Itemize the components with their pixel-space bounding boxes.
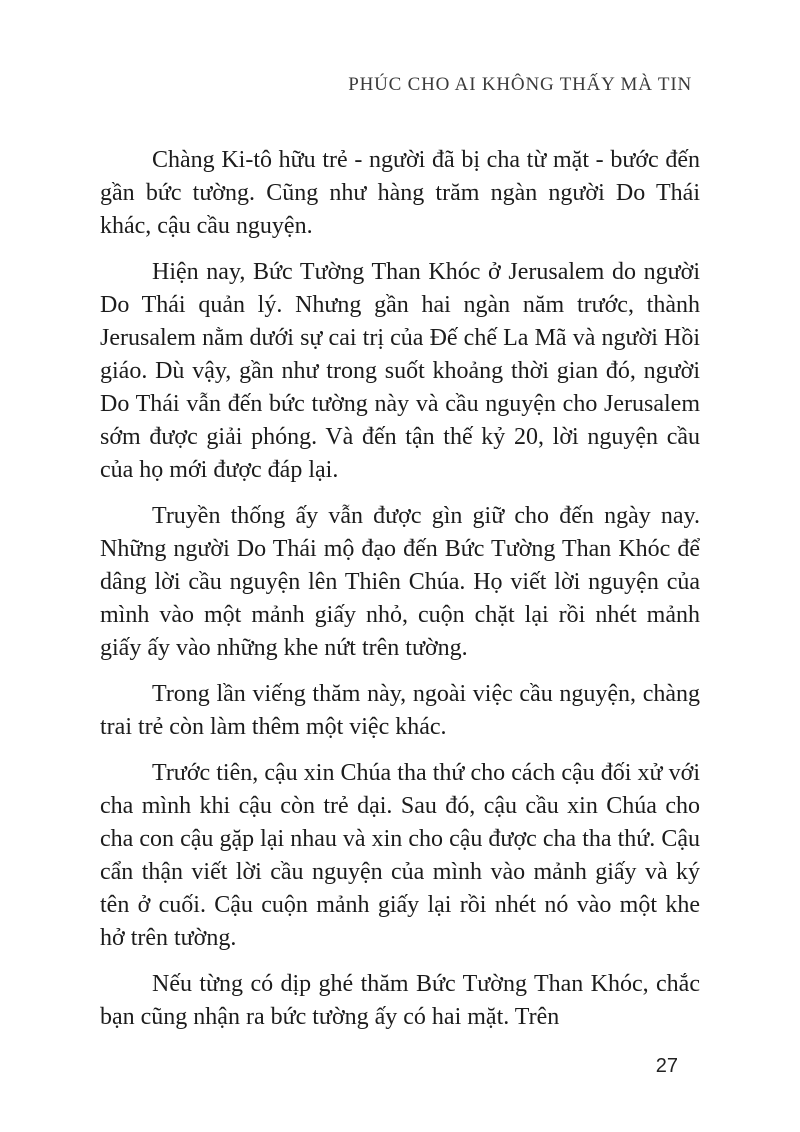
paragraph: Trong lần viếng thăm này, ngoài việc cầu nguyện, chàng trai trẻ còn làm thêm một việc khác. [100, 681, 700, 740]
paragraph: Hiện nay, Bức Tường Than Khóc ở Jerusalem do người Do Thái quản lý. Nhưng gần hai ngàn năm trước, thành Jerusalem nằm dưới sự cai trị của Đế chế La Mã và người Hồi giáo. Dù vậy, gần như trong suốt khoảng thời gian đó, người Do Thái vẫn đến bức tường này và cầu nguyện cho Jerusalem sớm được giải phóng. Và đến tận thế kỷ 20, lời nguyện cầu của họ mới được đáp lại. [100, 259, 700, 483]
running-header: PHÚC CHO AI KHÔNG THẤY MÀ TIN [348, 74, 692, 95]
paragraph: Chàng Ki-tô hữu trẻ - người đã bị cha từ mặt - bước đến gần bức tường. Cũng như hàng trăm ngàn người Do Thái khác, cậu cầu nguyện. [100, 147, 700, 239]
paragraph: Truyền thống ấy vẫn được gìn giữ cho đến ngày nay. Những người Do Thái mộ đạo đến Bức Tường Than Khóc để dâng lời cầu nguyện lên Thiên Chúa. Họ viết lời nguyện của mình vào một mảnh giấy nhỏ, cuộn chặt lại rồi nhét mảnh giấy ấy vào những khe nứt trên tường. [100, 503, 700, 661]
page-body-text [100, 144, 700, 1047]
paragraph: Trước tiên, cậu xin Chúa tha thứ cho cách cậu đối xử với cha mình khi cậu còn trẻ dại. Sau đó, cậu cầu xin Chúa cho cha con cậu gặp lại nhau và xin cho cậu được cha tha thứ. Cậu cẩn thận viết lời cầu nguyện của mình vào mảnh giấy và ký tên ở cuối. Cậu cuộn mảnh giấy lại rồi nhét nó vào một khe hở trên tường. [100, 760, 700, 951]
paragraph: Nếu từng có dịp ghé thăm Bức Tường Than Khóc, chắc bạn cũng nhận ra bức tường ấy có hai mặt. Trên [100, 971, 700, 1030]
page-number: 27 [655, 1055, 678, 1077]
